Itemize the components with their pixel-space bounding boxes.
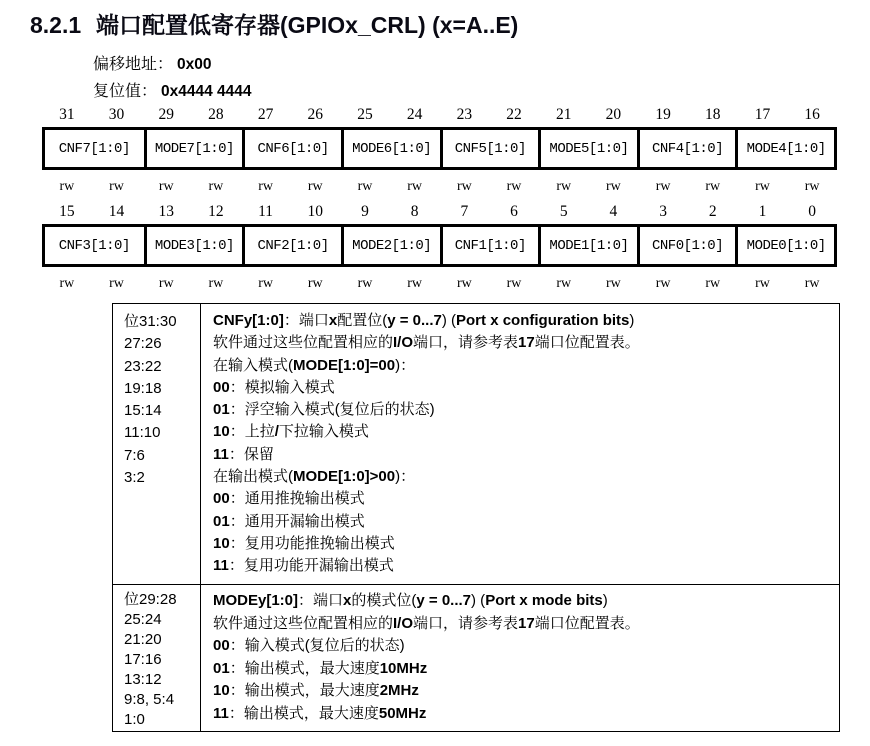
offset-address-value: 0x00 [177,56,212,73]
register-field: CNF0[1:0] [637,227,736,264]
bit-numbers-row-low [42,202,837,221]
access-type: rw [506,179,522,194]
bit-range: 位29:28 [124,591,177,608]
access-type: rw [109,179,124,194]
field-title: ：端口x的模式位(y = 0...7) (Port x mode bits) [298,592,608,609]
field-name: MODEy[1:0] [213,592,299,609]
bit-range: 11:10 [124,424,161,442]
access-type: rw [456,276,472,291]
field-description-table [112,303,840,732]
bit-number: 18 [705,106,721,123]
bit-range: 15:14 [124,402,162,420]
register-field: MODE6[1:0] [341,130,440,167]
description-line: 11：复用功能开漏输出模式 [213,557,394,575]
bit-range: 17:16 [124,651,162,668]
register-field: CNF5[1:0] [440,130,539,167]
register-field: CNF2[1:0] [242,227,341,264]
access-type: rw [456,179,472,194]
description-line: 11：输出模式，最大速度50MHz [213,704,427,722]
bit-number: 25 [357,106,373,123]
access-type: rw [357,276,373,291]
description-line: 01：通用开漏输出模式 [213,512,365,530]
offset-address-label: 偏移地址： [93,56,174,73]
bit-range: 25:24 [124,611,162,628]
register-field: CNF4[1:0] [637,130,736,167]
register-fields-row-low [42,224,837,267]
field-title: ：端口x配置位(y = 0...7) (Port x configuration bits) [283,312,635,329]
bit-number: 27 [257,106,274,123]
bit-number: 9 [361,203,369,220]
bit-number: 10 [307,203,324,220]
description-line: 01：浮空输入模式(复位后的状态) [213,401,435,419]
register-diagram-bits-31-16 [42,105,837,195]
register-field: CNF3[1:0] [58,237,130,254]
bit-number: 26 [307,106,324,123]
description-line: 在输出模式(MODE[1:0]>00)： [213,468,416,486]
access-type: rw [407,276,423,291]
register-diagram-bits-15-0 [42,202,837,292]
bit-range-column [113,585,201,731]
access-type: rw [307,179,323,194]
description-body [201,304,839,584]
bit-number: 15 [59,203,75,220]
access-type: rw [556,179,572,194]
bit-range: 19:18 [124,379,162,397]
access-type: rw [506,276,522,291]
bit-range: 27:26 [124,335,162,353]
description-line: 10：复用功能推挽输出模式 [213,534,395,552]
access-type: rw [258,179,273,194]
bit-number: 21 [555,106,572,123]
bit-number: 3 [659,203,667,220]
reset-value-label: 复位值： [93,83,158,100]
description-lines [213,613,825,726]
bit-number: 7 [460,203,469,220]
description-row-cnf [113,304,839,584]
bit-number: 31 [59,106,75,123]
access-type: rw [109,276,124,291]
access-type: rw [606,276,621,291]
description-line: 11：保留 [213,445,274,463]
description-line: 软件通过这些位配置相应的I/O端口，请参考表17端口位配置表。 [213,614,640,632]
bit-range: 9:8, 5:4 [124,691,175,708]
description-line: 10：上拉/下拉输入模式 [213,423,369,441]
register-field: MODE4[1:0] [735,130,834,167]
register-field: MODE3[1:0] [144,227,243,264]
offset-address-line [93,51,212,74]
section-title: 端口配置低寄存器(GPIOx_CRL) (x=A..E) [96,12,519,38]
access-type: rw [208,276,224,291]
bit-number: 6 [510,203,518,220]
access-type: rw [556,276,572,291]
field-title-line [213,590,825,613]
bit-number: 0 [808,203,817,220]
bit-number: 19 [655,106,671,123]
description-line: 00：通用推挽输出模式 [213,490,365,508]
register-field: MODE2[1:0] [341,227,440,264]
bit-number: 17 [754,106,771,123]
bit-number: 22 [506,106,522,123]
section-number: 8.2.1 [30,12,82,38]
access-type: rw [655,276,671,291]
description-line: 00：输入模式(复位后的状态) [213,637,405,654]
access-type: rw [307,276,323,291]
description-line: 软件通过这些位配置相应的I/O端口，请参考表17端口位配置表。 [213,334,640,352]
access-row-low [42,275,837,292]
bit-number: 8 [410,203,419,220]
access-type: rw [258,276,273,291]
bit-number: 5 [559,203,568,220]
bit-number: 28 [208,106,224,123]
reset-value-value: 0x4444 4444 [161,83,252,100]
access-type: rw [705,179,721,194]
bit-range: 7:6 [124,446,145,464]
reset-value-line [93,78,252,101]
bit-number: 30 [108,106,125,123]
bit-range: 3:2 [124,469,145,487]
description-line: 10：输出模式，最大速度2MHz [213,682,419,699]
field-title-line [213,310,825,332]
bit-range: 1:0 [124,711,145,728]
bit-number: 20 [605,106,622,123]
access-type: rw [755,179,770,194]
description-line: 00：模拟输入模式 [213,378,335,396]
field-name: CNFy[1:0] [213,312,284,329]
access-row-high [42,178,837,195]
access-type: rw [606,179,621,194]
bit-number: 13 [158,203,174,220]
bit-number: 24 [406,106,423,123]
register-field: MODE5[1:0] [538,130,637,167]
access-type: rw [804,276,820,291]
access-type: rw [655,179,671,194]
bit-number: 11 [258,203,274,220]
register-field: MODE1[1:0] [538,227,637,264]
register-field: MODE7[1:0] [144,130,243,167]
bit-number: 4 [609,203,618,220]
bit-number: 12 [208,203,224,220]
access-type: rw [705,276,721,291]
bit-numbers-row-high [42,105,837,124]
access-type: rw [755,276,770,291]
access-type: rw [208,179,224,194]
access-type: rw [158,179,174,194]
bit-range: 21:20 [124,631,162,648]
description-line: 01：输出模式，最大速度10MHz [213,659,428,677]
access-type: rw [804,179,820,194]
register-field: CNF1[1:0] [440,227,539,264]
bit-range: 23:22 [124,357,162,375]
section-heading [30,7,518,40]
access-type: rw [158,276,174,291]
description-row-mode [113,584,839,731]
bit-range-column [113,304,201,584]
description-lines [213,332,825,577]
bit-number: 2 [708,203,717,220]
bit-range: 位31:30 [124,313,177,330]
bit-number: 23 [456,106,473,123]
access-type: rw [407,179,423,194]
access-type: rw [59,276,75,291]
bit-number: 29 [158,106,174,123]
bit-number: 1 [758,203,767,220]
register-field: MODE0[1:0] [735,227,834,264]
register-field: CNF6[1:0] [242,130,341,167]
register-fields-row-high [42,127,837,170]
access-type: rw [59,179,75,194]
register-field: CNF7[1:0] [58,140,130,157]
bit-number: 16 [804,106,820,123]
bit-range: 13:12 [124,671,162,688]
description-line: 在输入模式(MODE[1:0]=00)： [213,356,416,374]
description-body [201,585,839,731]
bit-number: 14 [108,203,125,220]
access-type: rw [357,179,373,194]
